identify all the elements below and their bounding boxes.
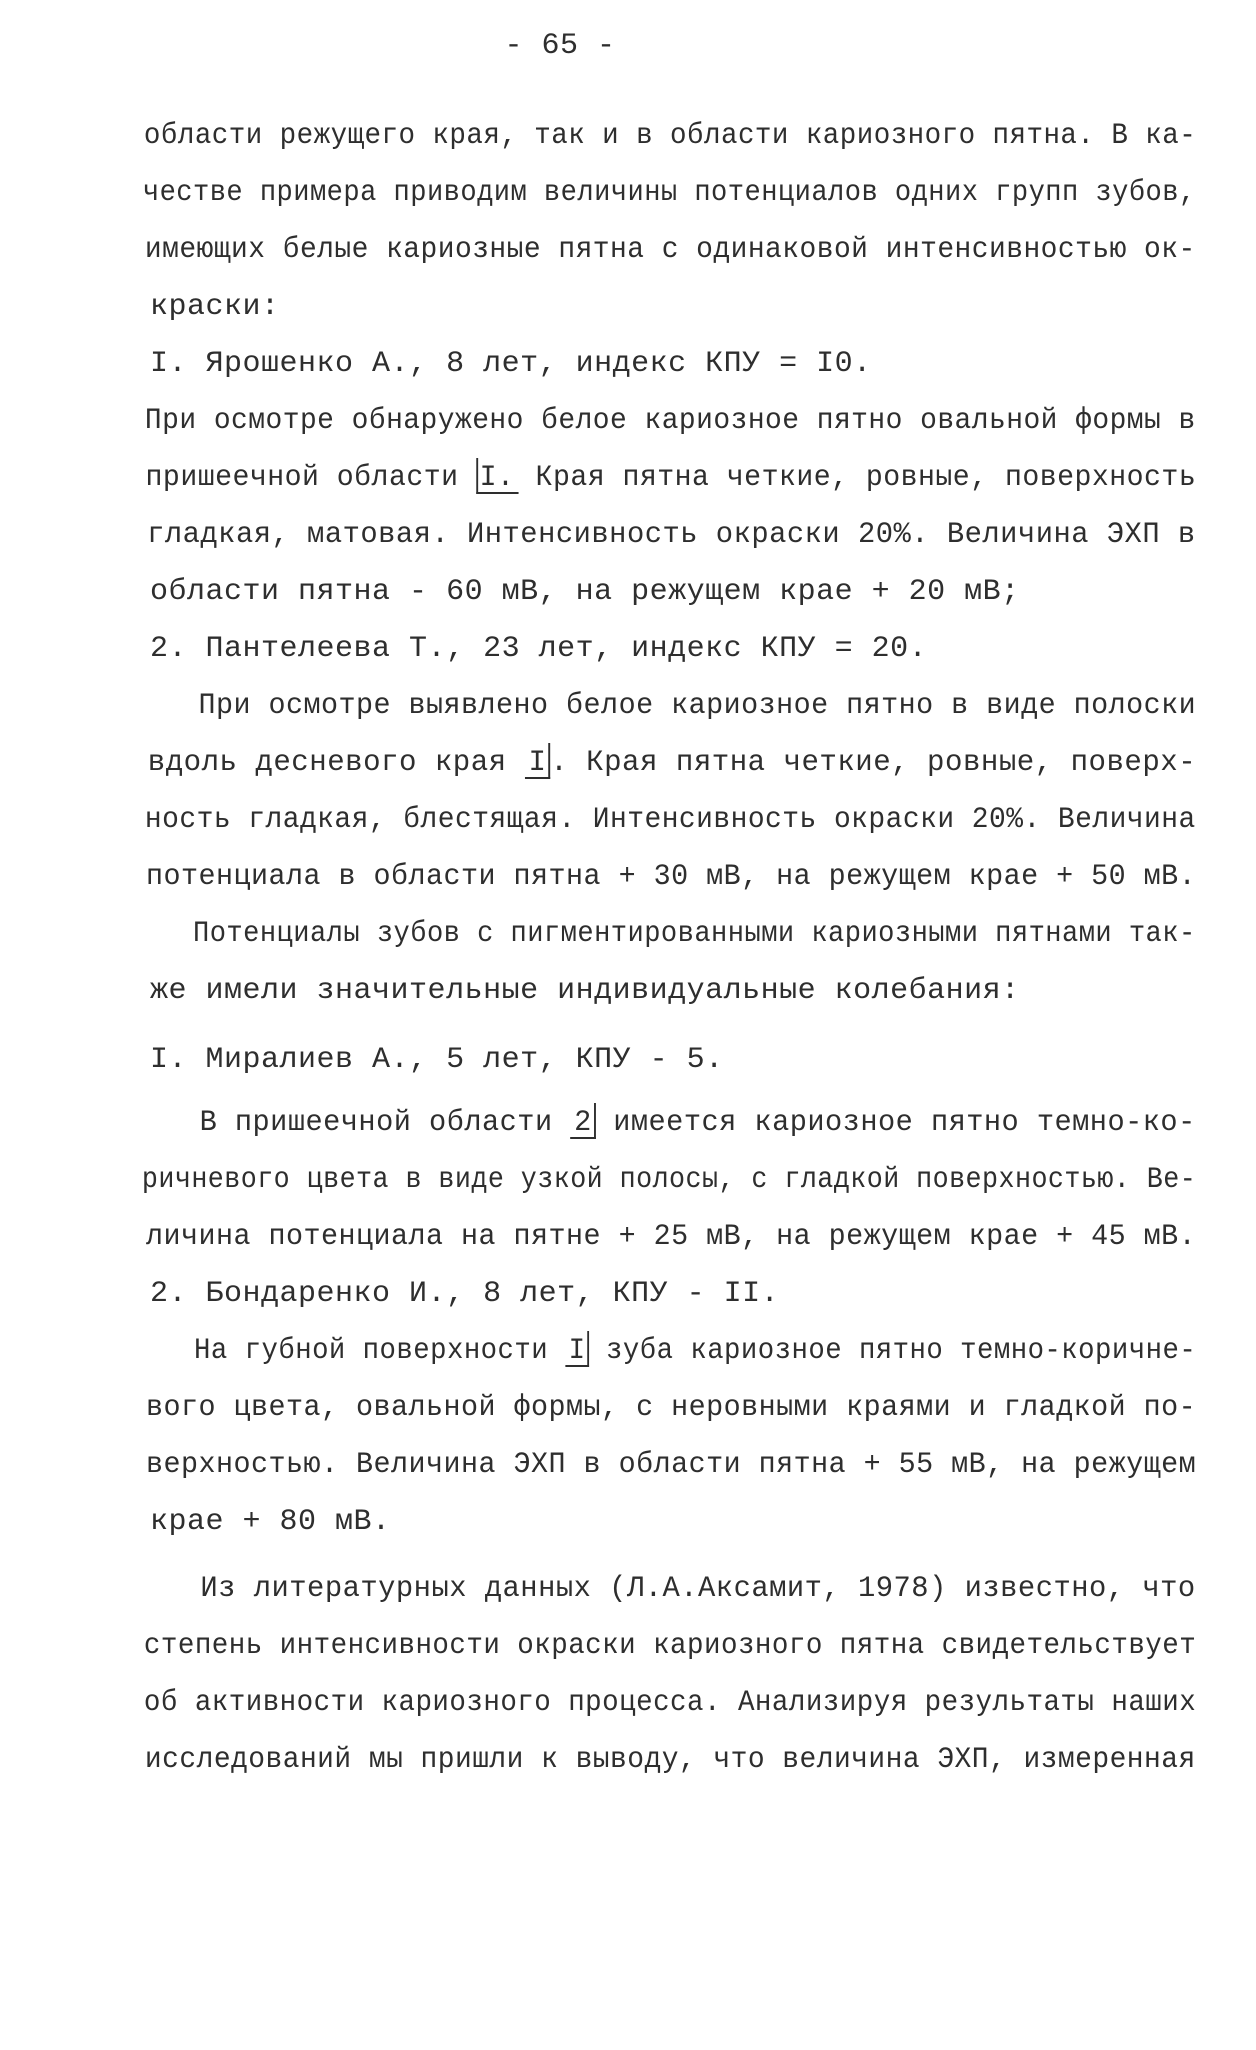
text-line-content: же имели значительные индивидуальные колебания: <box>150 974 1020 1008</box>
text-line-content: об активности кариозного процесса. Анализируя результаты наших <box>143 1686 1197 1720</box>
text-line-content: имеется кариозное пятно темно-ко- <box>595 1106 1196 1140</box>
text-line <box>76 589 928 666</box>
text-line-content: зуба кариозное пятно темно-коричне- <box>589 1334 1197 1368</box>
tooth-notation: I <box>565 1331 589 1371</box>
text-line <box>76 190 1196 267</box>
text-line <box>76 646 1197 723</box>
text-line-content: имеющих белые кариозные пятна с одинаковой интенсивностью ок- <box>144 233 1196 267</box>
text-line <box>76 475 1196 552</box>
text-line-content: Потенциалы зубов с пигментированными кариозными пятнами так- <box>142 917 1196 951</box>
text-line-content: Края пятна четкие, ровные, поверхность <box>518 461 1197 495</box>
text-line-content: потенциала в области пятна + 30 мВ, на режущем крае + 50 мВ. <box>146 860 1197 894</box>
text-line <box>76 76 1197 153</box>
text-line <box>76 874 1196 951</box>
text-line <box>76 931 1020 1008</box>
text-line <box>76 1643 1197 1720</box>
text-line <box>76 532 1020 609</box>
text-line <box>76 1177 1197 1254</box>
text-line-content: краски: <box>150 290 280 324</box>
text-line <box>76 1234 780 1311</box>
text-line <box>76 1586 1197 1663</box>
text-line <box>76 1529 1196 1606</box>
text-line <box>76 1700 1196 1777</box>
text-line-content: ность гладкая, блестящая. Интенсивность окраски 20%. Величина <box>144 803 1196 837</box>
text-line <box>76 1063 1196 1140</box>
text-line <box>76 1120 1197 1197</box>
text-line <box>76 1000 724 1077</box>
text-line-content: Из литературных данных (Л.А.Аксамит, 1978) известно, что <box>147 1572 1196 1606</box>
text-line <box>76 703 1197 780</box>
text-line-content: крае + 80 мВ. <box>150 1505 391 1539</box>
text-line-content: области пятна - 60 мВ, на режущем крае + 20 мВ; <box>150 575 1020 609</box>
text-line <box>76 361 1196 438</box>
text-line <box>76 760 1196 837</box>
text-line <box>76 133 1196 210</box>
text-line-content: личина потенциала на пятне + 25 мВ, на режущем крае + 45 мВ. <box>146 1220 1197 1254</box>
page-number: - 65 - <box>504 29 616 63</box>
tooth-notation: I. <box>476 458 518 498</box>
text-line-content: ричневого цвета в виде узкой полосы, с гладкой поверхностью. Ве- <box>141 1163 1197 1197</box>
text-line-content: На губной поверхности <box>143 1334 565 1368</box>
text-line-content: вдоль десневого края <box>147 746 525 780</box>
text-line <box>76 247 280 324</box>
text-line <box>76 1405 1197 1482</box>
text-line-content: I. Миралиев А., 5 лет, КПУ - 5. <box>150 1043 724 1077</box>
text-line <box>76 1291 1197 1368</box>
text-line-content: честве примера приводим величины потенциалов одних групп зубов, <box>142 176 1196 210</box>
text-line-content: При осмотре выявлено белое кариозное пятно в виде полоски <box>146 689 1197 723</box>
text-line-content: исследований мы пришли к выводу, что величина ЭХП, измеренная <box>144 1743 1196 1777</box>
text-line <box>76 304 872 381</box>
tooth-notation: I <box>525 743 551 783</box>
text-line-content: . Края пятна четкие, ровные, поверх- <box>550 746 1197 780</box>
text-line-content: гладкая, матовая. Интенсивность окраски 20%. Величина ЭХП в <box>147 518 1196 552</box>
text-line-content: пришеечной области <box>145 461 476 495</box>
text-line-content: При осмотре обнаружено белое кариозное пятно овальной формы в <box>144 404 1196 438</box>
text-line <box>76 817 1197 894</box>
text-line <box>76 418 1197 495</box>
text-line-content: В пришеечной области <box>146 1106 571 1140</box>
text-line-content: верхностью. Величина ЭХП в области пятна + 55 мВ, на режущем <box>146 1448 1197 1482</box>
text-line-content: степень интенсивности окраски кариозного пятна свидетельствует <box>143 1629 1197 1663</box>
text-line-content: 2. Пантелеева Т., 23 лет, индекс КПУ = 20. <box>150 632 928 666</box>
text-line-content: вого цвета, овальной формы, с неровными краями и гладкой по- <box>146 1391 1197 1425</box>
text-line <box>76 1348 1197 1425</box>
text-line <box>76 1462 391 1539</box>
tooth-notation: 2 <box>570 1103 595 1143</box>
text-line-content: области режущего края, так и в области кариозного пятна. В ка- <box>143 119 1197 153</box>
text-line-content: 2. Бондаренко И., 8 лет, КПУ - II. <box>150 1277 780 1311</box>
text-line-content: I. Ярошенко А., 8 лет, индекс КПУ = I0. <box>150 347 872 381</box>
